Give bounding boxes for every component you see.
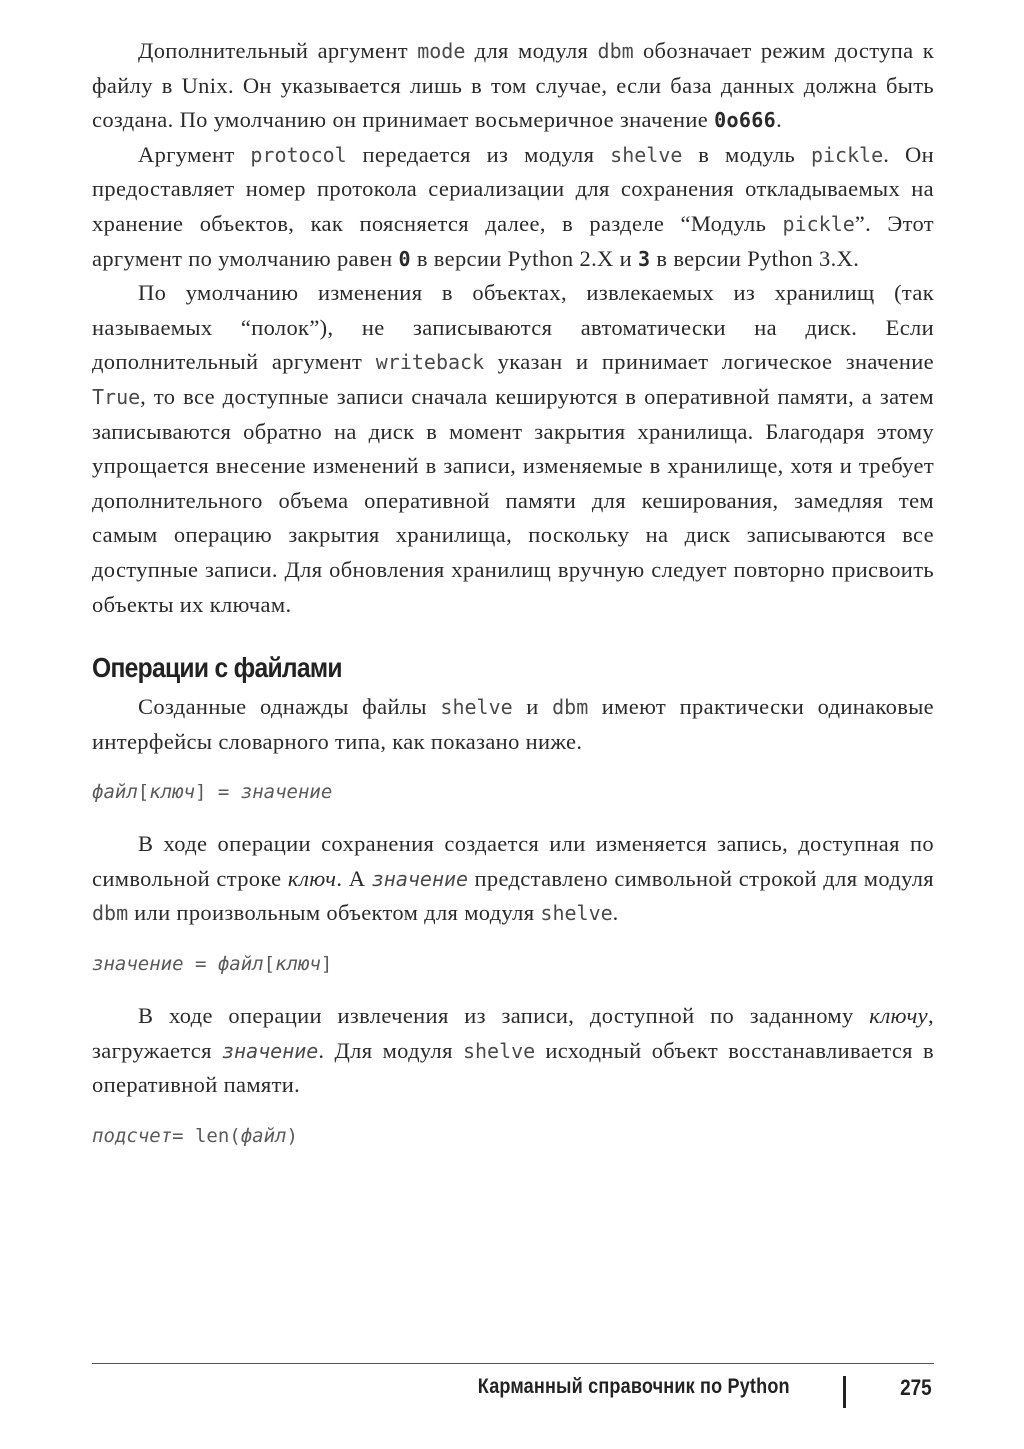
text: обозначает режим доступа к файлу в Unix. Он указывается лишь в том случае, если база данных должна быть создана. По умолчанию он принимает восьмеричное значение [92, 38, 935, 133]
text: в модуль [682, 141, 811, 167]
text: в версии Python 2.X и [410, 245, 638, 271]
text: для модуля [465, 38, 598, 63]
code-token: значение [92, 953, 184, 976]
code-example-store [92, 777, 934, 807]
code-protocol: protocol [250, 142, 347, 167]
code-example-fetch [92, 949, 934, 979]
text: По умолчанию изменения в объектах, извлекаемых из хранилищ (так называемых “полок”), не записываются автоматически на диск. Если дополнительный аргумент [92, 280, 934, 375]
code-token: [ [263, 953, 276, 976]
code-dbm: dbm [552, 695, 589, 720]
code-token: файл [217, 953, 264, 976]
code-token: ] [320, 953, 333, 976]
code-token: [ [137, 781, 150, 804]
paragraph-protocol [92, 138, 934, 276]
code-shelve: shelve [440, 695, 513, 720]
code-shelve: shelve [540, 901, 613, 926]
code-value: значение [371, 866, 469, 891]
paragraph-fetch [92, 999, 934, 1103]
text: , то все доступные записи сначала кешируются в оперативной памяти, а затем записываются обратно на диск в момент закрытия хранилища. Благодаря этому упрощается внесение изменений в записи, изменяемые в хранилище, хотя и требует дополнительного объема оперативной памяти для кеширования, замедляя тем самым операцию закрытия хранилища, поскольку на диск записываются все доступные записи. Для обновления хранилищ вручную следует повторно присвоить объекты их ключам. [92, 383, 934, 617]
text: имеют практически одинаковые интерфейсы словарного типа, как показано ниже. [92, 694, 934, 754]
code-token: ключ [149, 781, 195, 804]
page-number: 275 [900, 1375, 932, 1400]
text: Дополнительный аргумент [138, 38, 418, 63]
code-shelve: shelve [462, 1038, 536, 1063]
code-token: значение [240, 781, 333, 804]
text: , загружается [92, 1003, 934, 1063]
code-token: файл [240, 1124, 287, 1147]
code-shelve: shelve [610, 142, 683, 167]
code-token: подсчет [92, 1124, 173, 1147]
text: или произвольным объектом для модуля [128, 900, 541, 926]
paragraph-mode [92, 34, 934, 138]
text: в версии Python 3.X. [650, 245, 860, 271]
code-dbm: dbm [92, 901, 129, 926]
text: указан и принимает логическое значение [484, 349, 934, 375]
italic-key: ключу [869, 1003, 929, 1029]
code-token: = [183, 953, 218, 976]
paragraph-interfaces [92, 690, 934, 759]
text: . [776, 107, 783, 133]
text: . Для модуля [318, 1037, 463, 1063]
footer-separator [843, 1376, 846, 1408]
code-pickle: pickle [810, 142, 884, 167]
code-dbm: dbm [597, 39, 634, 63]
code-token: ) [286, 1124, 298, 1147]
code-token: ] = [194, 781, 241, 804]
code-token: ключ [275, 953, 321, 976]
code-example-count [92, 1121, 934, 1151]
text: Аргумент [138, 141, 251, 167]
code-token: файл [92, 781, 138, 804]
paragraph-store [92, 827, 934, 931]
text: Созданные однажды файлы [138, 694, 441, 720]
code-mode: mode [417, 39, 466, 63]
code-value: значение [221, 1038, 319, 1063]
text: . А [336, 865, 372, 891]
text: . Он предоставляет номер протокола сериализации для сохранения откладываемых на хранение объектов, как поясняется далее, в разделе “Модуль [92, 141, 934, 236]
italic-key: ключ [287, 865, 337, 891]
code-token: = len( [172, 1124, 241, 1147]
code-zero: 0 [398, 246, 411, 271]
paragraph-writeback [92, 276, 934, 622]
code-writeback: writeback [375, 350, 485, 375]
text: исходный объект восстанавливается в оперативной памяти. [92, 1037, 934, 1098]
text: В ходе операции сохранения создается или изменяется запись, доступная по символьной строке [92, 831, 934, 891]
footer-divider [92, 1363, 934, 1364]
footer-book-title: Карманный справочник по Python [478, 1375, 790, 1398]
text: передается из модуля [346, 141, 611, 167]
code-true: True [92, 384, 141, 409]
section-heading: Операции с файлами [92, 652, 342, 684]
page-content [92, 34, 934, 1171]
text: В ходе операции извлечения из записи, доступной по заданному [138, 1003, 870, 1029]
text: представлено символьной строкой для модуля [468, 865, 935, 891]
code-octal-value: 0o666 [714, 108, 777, 133]
text: ”. Этот аргумент по умолчанию равен [92, 210, 934, 271]
text: и [512, 694, 553, 720]
code-pickle: pickle [782, 211, 855, 236]
code-three: 3 [638, 246, 651, 271]
text: . [612, 900, 619, 926]
